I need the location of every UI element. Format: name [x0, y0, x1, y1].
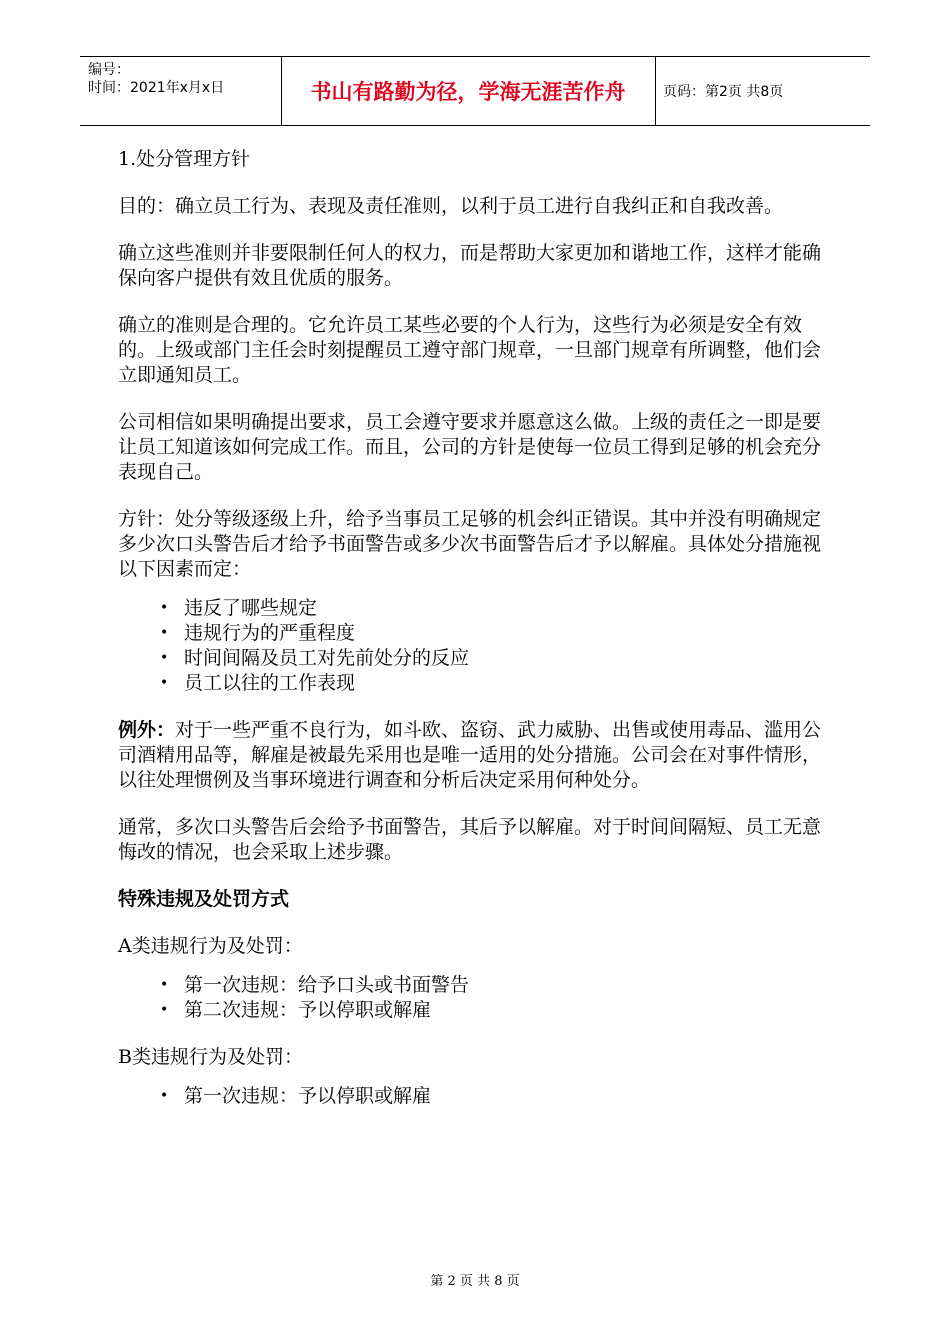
paragraph-reasonable: 确立的准则是合理的。它允许员工某些必要的个人行为，这些行为必须是安全有效的。上级或部门主任会时刻提醒员工遵守部门规章，一旦部门规章有所调整，他们会立即通知员工。 — [118, 314, 822, 386]
factor-list — [118, 596, 838, 696]
list-item: • 违反了哪些规定 — [160, 597, 318, 619]
bullet-icon: • — [160, 977, 169, 993]
document-number: 编号： — [88, 62, 130, 78]
list-item: • 第二次违规：予以停职或解雇 — [160, 999, 432, 1021]
page-header — [80, 56, 870, 126]
list-item: • 违规行为的严重程度 — [160, 622, 356, 644]
header-divider — [655, 57, 656, 125]
bullet-icon: • — [160, 625, 169, 641]
header-meta — [88, 61, 224, 97]
paragraph-policy: 方针：处分等级逐级上升，给予当事员工足够的机会纠正错误。其中并没有明确规定多少次口头警告后才给予书面警告或多少次书面警告后才予以解雇。具体处分措施视以下因素而定： — [118, 508, 822, 580]
header-page-info: 页码：第2页 共8页 — [663, 84, 784, 100]
bullet-icon: • — [160, 600, 169, 616]
document-date: 时间：2021年x月x日 — [88, 80, 225, 96]
document-body — [118, 147, 838, 1109]
bullet-icon: • — [160, 1088, 169, 1104]
page-footer: 第 2 页 共 8 页 — [430, 1274, 520, 1289]
list-item: • 第一次违规：给予口头或书面警告 — [160, 974, 470, 996]
paragraph-purpose: 目的：确立员工行为、表现及责任准则，以利于员工进行自我纠正和自我改善。 — [118, 195, 784, 217]
class-b-list — [118, 1084, 838, 1109]
exception-label: 例外： — [118, 719, 176, 741]
special-title: 特殊违规及处罚方式 — [118, 888, 290, 910]
class-b-title: B类违规行为及处罚： — [118, 1046, 303, 1068]
header-motto: 书山有路勤为径，学海无涯苦作舟 — [310, 80, 626, 104]
bullet-icon: • — [160, 650, 169, 666]
list-item: • 第一次违规：予以停职或解雇 — [160, 1085, 432, 1107]
bullet-icon: • — [160, 675, 169, 691]
paragraph-exception — [118, 718, 838, 793]
paragraph-normal: 通常，多次口头警告后会给予书面警告，其后予以解雇。对于时间间隔短、员工无意悔改的情况，也会采取上述步骤。 — [118, 816, 822, 863]
section-title: 1.处分管理方针 — [118, 148, 251, 170]
class-a-list — [118, 973, 838, 1023]
paragraph-company: 公司相信如果明确提出要求，员工会遵守要求并愿意这么做。上级的责任之一即是要让员工知道该如何完成工作。而且，公司的方针是使每一位员工得到足够的机会充分表现自己。 — [118, 411, 822, 483]
exception-text: 对于一些严重不良行为，如斗欧、盗窃、武力威胁、出售或使用毒品、滥用公司酒精用品等，解雇是被最先采用也是唯一适用的处分措施。公司会在对事件情形，以往处理惯例及当事环境进行调查和分析后决定采用何种处分。 — [118, 719, 822, 791]
bullet-icon: • — [160, 1002, 169, 1018]
paragraph-rules: 确立这些准则并非要限制任何人的权力，而是帮助大家更加和谐地工作，这样才能确保向客户提供有效且优质的服务。 — [118, 242, 822, 289]
list-item: • 时间间隔及员工对先前处分的反应 — [160, 647, 470, 669]
list-item: • 员工以往的工作表现 — [160, 672, 356, 694]
class-a-title: A类违规行为及处罚： — [118, 935, 303, 957]
